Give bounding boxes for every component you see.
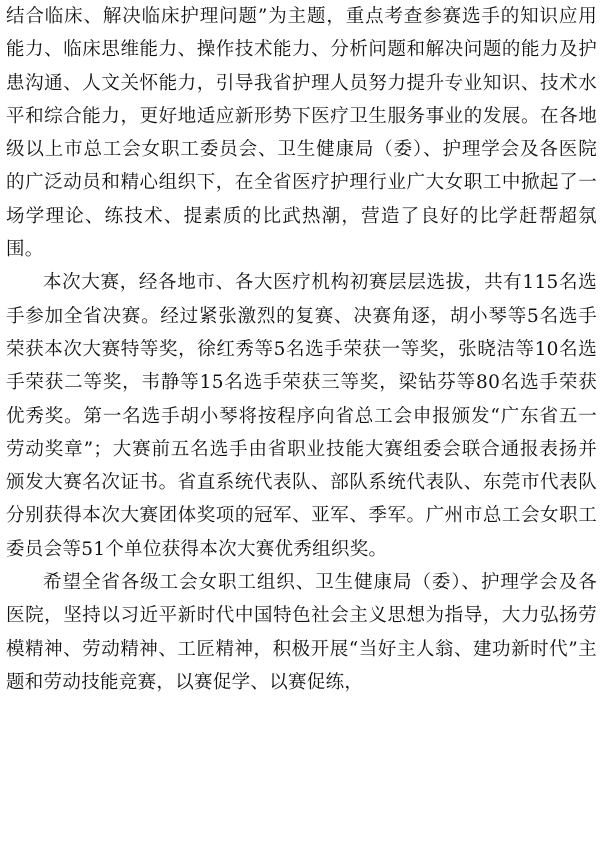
paragraph-2: 本次大赛，经各地市、各大医疗机构初赛层层选拔，共有115名选手参加全省决赛。经过紧张激烈的复赛、决赛角逐，胡小琴等5名选手荣获本次大赛特等奖，徐红秀等5名选手荣获一等奖，张晓洁等10名选手荣获二等奖，韦静等15名选手荣获三等奖，梁钻芬等80名选手荣获优秀奖。第一名选手胡小琴将按程序向省总工会申报颁发“广东省五一劳动奖章”；大赛前五名选手由省职业技能大赛组委会联合通报表扬并颁发大赛名次证书。省直系统代表队、部队系统代表队、东莞市代表队分别获得本次大赛团体奖项的冠军、亚军、季军。广州市总工会女职工委员会等51个单位获得本次大赛优秀组织奖。	[6, 272, 597, 560]
paragraph-1: 结合临床、解决临床护理问题”为主题，重点考查参赛选手的知识应用能力、临床思维能力、操作技术能力、分析问题和解决问题的能力及护患沟通、人文关怀能力，引导我省护理人员努力提升专业知识、技术水平和综合能力，更好地适应新形势下医疗卫生服务事业的发展。在各地级以上市总工会女职工委员会、卫生健康局（委）、护理学会及各医院的广泛动员和精心组织下，在全省医疗护理行业广大女职工中掀起了一场学理论、练技术、提素质的比武热潮，营造了良好的比学赶帮超氛围。	[6, 6, 597, 261]
paragraph-3: 希望全省各级工会女职工组织、卫生健康局（委）、护理学会及各医院，坚持以习近平新时代中国特色社会主义思想为指导，大力弘扬劳模精神、劳动精神、工匠精神，积极开展“当好主人翁、建功新时代”主题和劳动技能竞赛，以赛促学、以赛促练，	[6, 572, 597, 693]
